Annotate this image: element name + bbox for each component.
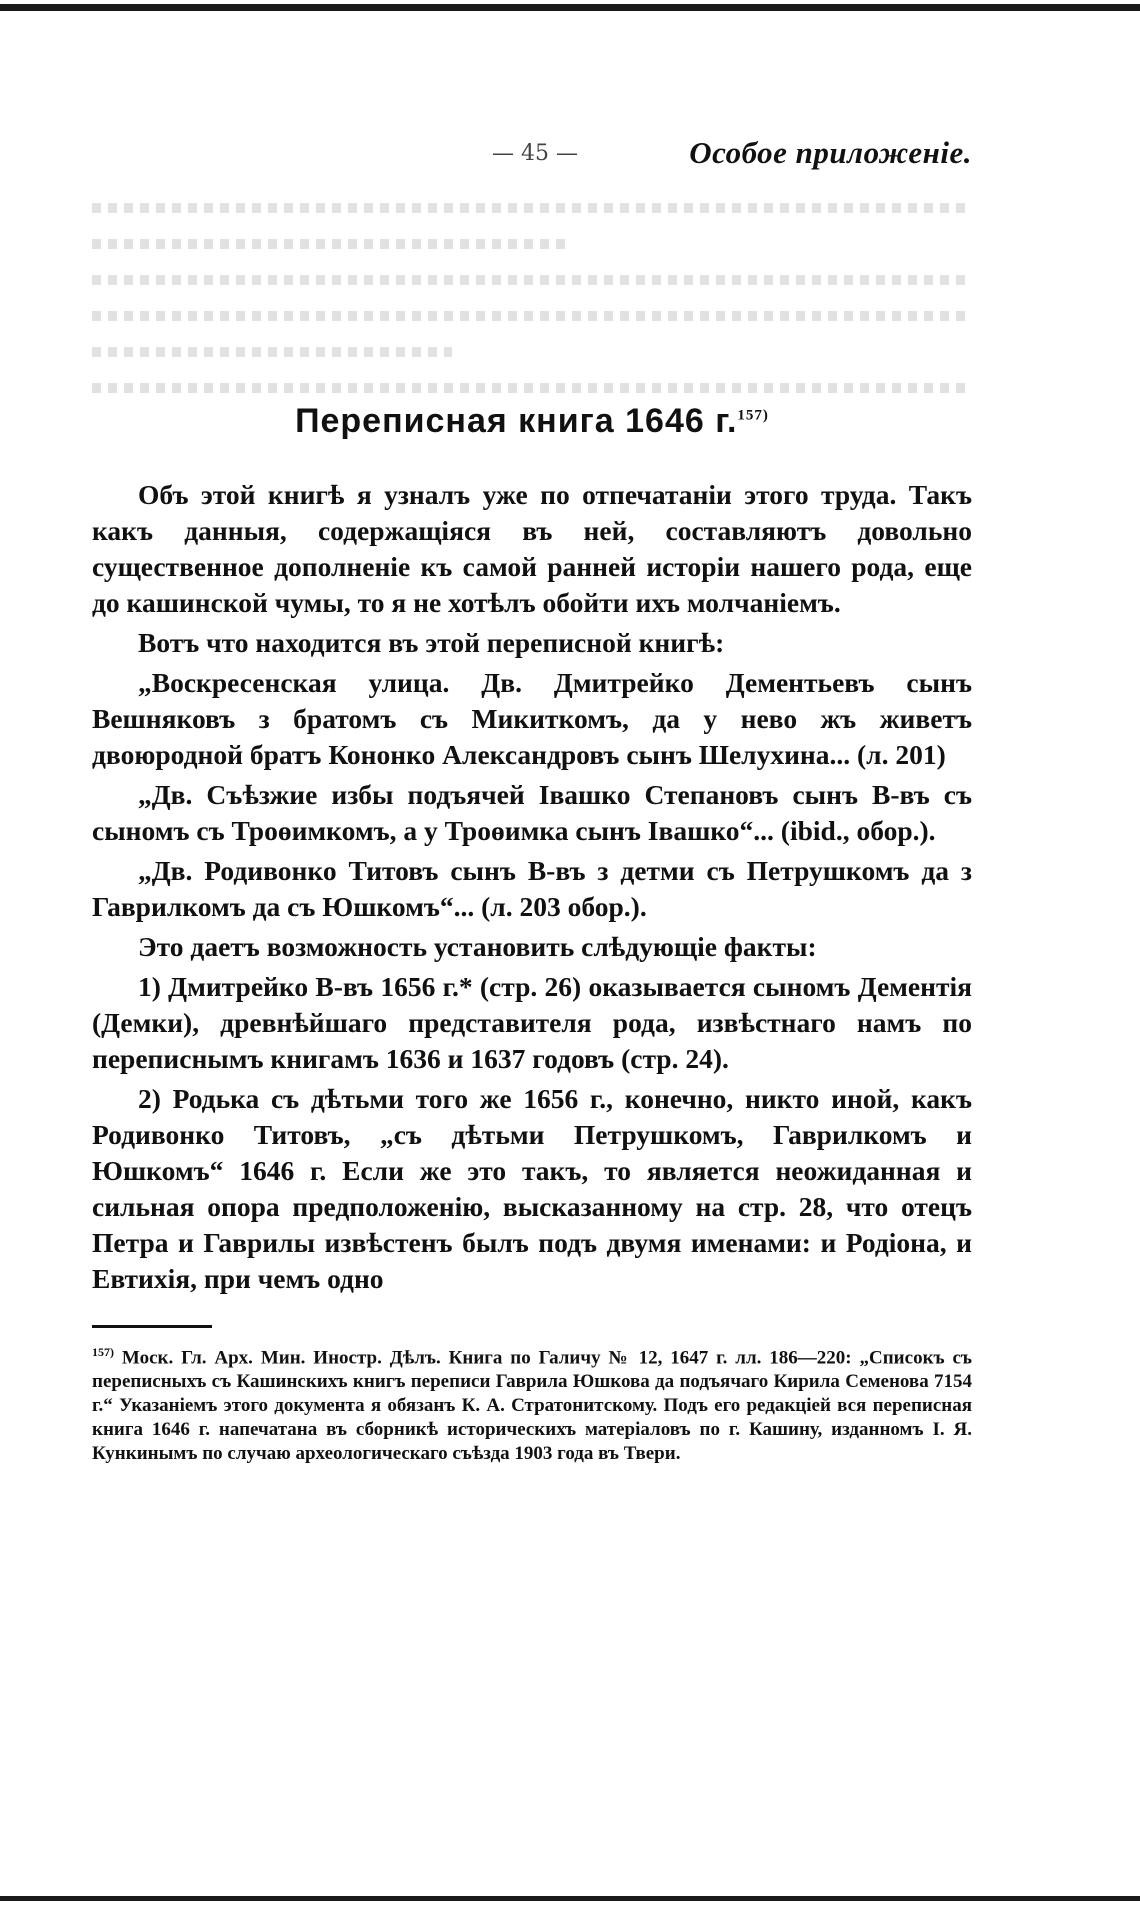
paragraph: 2) Родька съ дѣтьми того же 1656 г., конечно, никто иной, какъ Родивонко Титовъ, „съ дѣтьми Петрушкомъ, Гаврилкомъ и Юшкомъ“ 1646 г. Если же это такъ, то является неожиданная и сильная опора предположенiю, высказанному на стр. 28, что отецъ Петра и Гаврилы извѣстенъ былъ подъ двумя именами: и Родiона, и Евтихiя, при чемъ одно <box>92 1083 972 1294</box>
footnote-divider <box>92 1325 212 1328</box>
top-scan-edge <box>0 4 1140 11</box>
body-text <box>92 477 972 1297</box>
bottom-scan-edge <box>0 1896 1140 1901</box>
document-title <box>92 402 972 441</box>
page-number: — 45 — <box>492 141 578 166</box>
section-title: Особое приложенiе. <box>689 135 972 170</box>
paragraph: Объ этой книгѣ я узналъ уже по отпечатанiи этого труда. Такъ какъ данныя, содержащiяся въ ней, составляютъ довольно существенное дополненiе къ самой ранней исторiи нашего рода, еще до кашинской чумы, то я не хотѣлъ обойти ихъ молчанiемъ. <box>92 479 972 618</box>
page-header <box>92 135 972 185</box>
paragraph: „Дв. Съѣзжие избы подъячей Iвашко Степановъ сынъ В-въ съ сыномъ съ Троөимкомъ, а у Троөимка сынъ Iвашко“... (ibid., обор.). <box>92 779 972 846</box>
footnote-mark: 157) <box>92 1345 114 1359</box>
footnote <box>92 1340 972 1466</box>
paragraph: „Воскресенская улица. Дв. Дмитрейко Дементьевъ сынъ Вешняковъ з братомъ съ Микиткомъ, да у нево жъ живетъ двоюродной братъ Кононко Александровъ сынъ Шелухина... (л. 201) <box>92 667 972 770</box>
footnote-text: Моск. Гл. Арх. Мин. Иностр. Дѣлъ. Книга по Галичу № 12, 1647 г. лл. 186—220: „Списокъ съ переписныхъ съ Кашинскихъ книгъ переписи Гаврила Юшкова да подъячаго Кирила Семенова 7154 г.“ Указанiемъ этого документа я обязанъ К. А. Стратонитскому. Подъ его редакцiей вся переписная книга 1646 г. напечатана въ сборникѣ историческихъ матерiаловъ по г. Кашину, изданномъ I. Я. Кункинымъ по случаю археологическаго съѣзда 1903 года въ Твери. <box>92 1347 973 1465</box>
title-footnote-mark: 157) <box>737 407 769 424</box>
paragraph: Это даетъ возможность установить слѣдующiе факты: <box>138 931 817 962</box>
paragraph: 1) Дмитрейко В-въ 1656 г.* (стр. 26) оказывается сыномъ Дементiя (Демки), древнѣйшаго представителя рода, извѣстнаго намъ по переписнымъ книгамъ 1636 и 1637 годовъ (стр. 24). <box>92 971 972 1074</box>
paragraph: „Дв. Родивонко Титовъ сынъ В-въ з детми съ Петрушкомъ да з Гаврилкомъ да съ Юшкомъ“... (л. 203 обор.). <box>92 855 972 922</box>
paragraph: Вотъ что находится въ этой переписной книгѣ: <box>138 627 725 658</box>
document-page <box>92 135 972 1466</box>
document-title-text: Переписная книга 1646 г. <box>295 402 738 440</box>
reverse-side-bleedthrough <box>92 193 972 398</box>
